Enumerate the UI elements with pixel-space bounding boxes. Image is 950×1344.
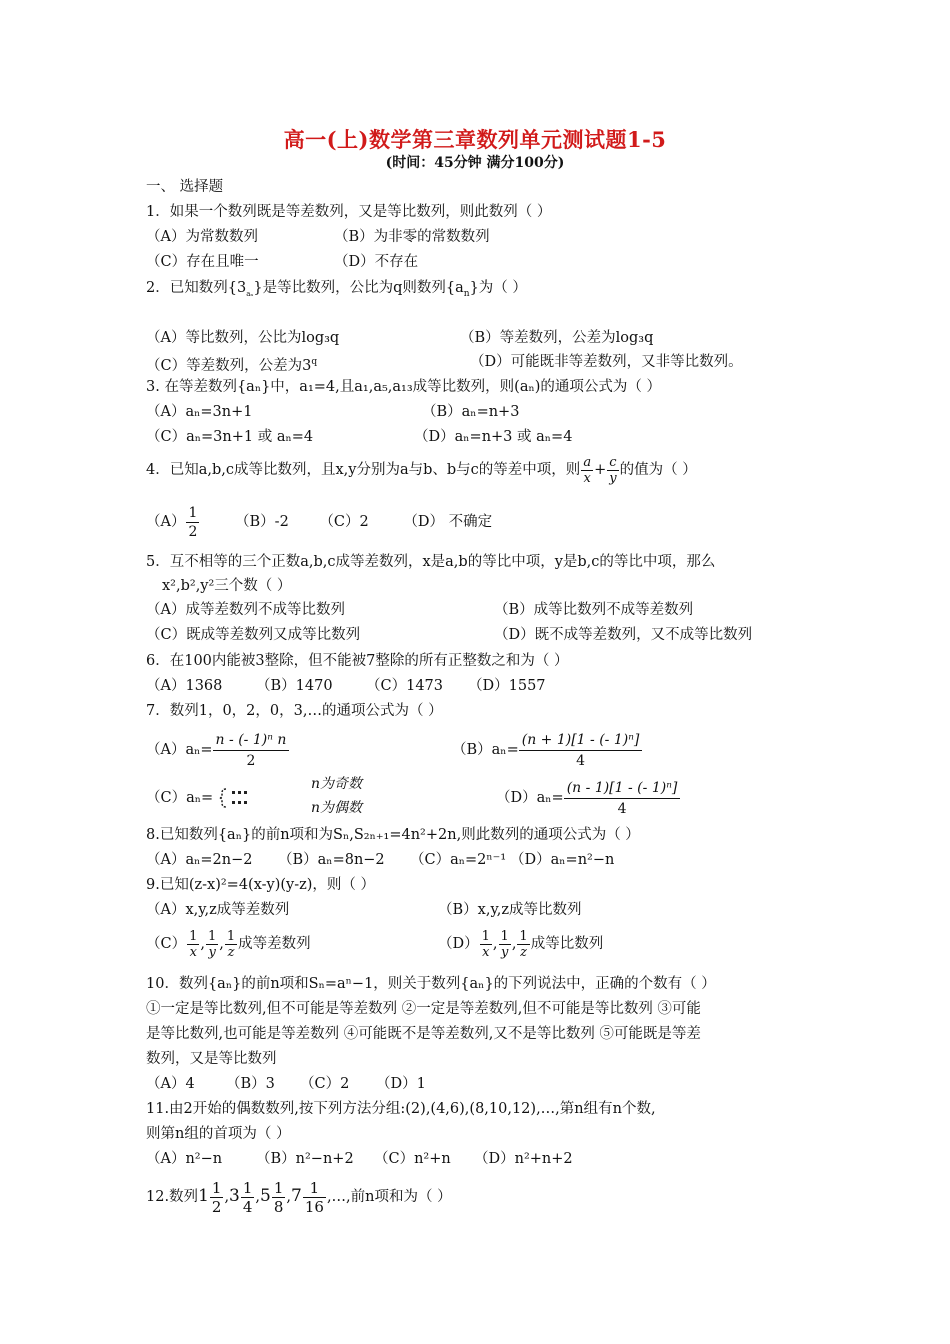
comma: , bbox=[224, 1189, 230, 1205]
fraction-numerator: n - (- 1)ⁿ n bbox=[213, 730, 290, 751]
question-2-stem-end: }为（ ） bbox=[469, 280, 527, 296]
question-7-option-c-label: （C）aₙ= bbox=[146, 790, 214, 806]
question-9-option-c bbox=[146, 924, 311, 964]
question-4-options bbox=[146, 502, 492, 542]
comma: , bbox=[511, 936, 517, 952]
comma: , bbox=[286, 1189, 292, 1205]
question-2-option-c-sup: q bbox=[311, 357, 318, 367]
fraction-denominator: 4 bbox=[617, 800, 627, 817]
question-7-option-c bbox=[146, 787, 254, 809]
comma: , bbox=[200, 936, 205, 952]
plus-sign: + bbox=[594, 462, 607, 478]
case-odd: n为奇数 bbox=[311, 776, 363, 792]
fraction-one-over-x bbox=[187, 929, 199, 960]
question-9-option-d-label: （D） bbox=[438, 936, 479, 952]
mixed-number-whole: 5 bbox=[260, 1186, 271, 1206]
question-11-stem-line-1: 11.由2开始的偶数数列,按下列方法分组:(2),(4,6),(8,10,12),…,第n组有n个数, bbox=[146, 1101, 656, 1117]
question-11-option-c: （C）n²+n bbox=[374, 1151, 451, 1167]
fraction-denominator: y bbox=[500, 944, 509, 960]
fraction-denominator: z bbox=[520, 944, 527, 960]
question-8-stem: 8.已知数列{aₙ}的前n项和为Sₙ,S₂ₙ₊₁=4n²+2n,则此数列的通项公式为（ ） bbox=[146, 827, 640, 843]
mixed-number-fraction bbox=[303, 1179, 326, 1216]
question-2-stem: 2．已知数列$\{3_{a_n}\}$是等比数列，公比为q则数列$\{a_n\}$为（ ） bbox=[146, 280, 527, 299]
question-9-stem: 9.已知(z-x)²=4(x-y)(y-z)，则（ ） bbox=[146, 877, 376, 893]
question-5-option-a: （A）成等差数列不成等比数列 bbox=[146, 602, 345, 618]
page-subtitle: (时间：45分钟 满分100分) bbox=[385, 155, 565, 171]
question-8-option-c: （C）aₙ=2ⁿ⁻¹ bbox=[410, 852, 507, 868]
fraction-c-over-y bbox=[607, 455, 618, 486]
question-12-stem-pre: 12.数列 bbox=[146, 1189, 199, 1205]
question-7-stem: 7．数列1，0，2，0，3,…的通项公式为（ ） bbox=[146, 703, 443, 719]
question-10-option-b: （B）3 bbox=[226, 1076, 275, 1092]
question-7-option-a bbox=[146, 728, 289, 772]
question-5-stem-line-1: 5．互不相等的三个正数a,b,c成等差数列，x是a,b的等比中项，y是b,c的等比中项，那么 bbox=[146, 554, 716, 570]
fraction-numerator: 1 bbox=[188, 504, 198, 521]
question-4-stem bbox=[146, 454, 697, 486]
question-7-option-d-fraction bbox=[564, 778, 681, 819]
question-11-option-b: （B）n²−n+2 bbox=[256, 1151, 354, 1167]
question-1-option-b: （B）为非零的常数数列 bbox=[334, 229, 490, 245]
question-9-option-c-label: （C） bbox=[146, 936, 187, 952]
question-5-option-b: （B）成等比数列不成等差数列 bbox=[494, 602, 694, 618]
question-2-stem-post: }是等比数列，公比为q则数列{a bbox=[253, 280, 464, 296]
mixed-number-whole: 7 bbox=[291, 1186, 302, 1206]
fraction-numerator: 1 bbox=[273, 1178, 284, 1197]
question-5-option-c: （C）既成等差数列又成等比数列 bbox=[146, 627, 361, 643]
question-3-option-a: （A）aₙ=3n+1 bbox=[146, 404, 253, 420]
page-title: 高一(上)数学第三章数列单元测试题1-5 bbox=[283, 127, 667, 152]
question-12-stem bbox=[146, 1176, 452, 1217]
question-10-statements-line-3: 数列，又是等比数列 bbox=[146, 1051, 277, 1067]
comma: , bbox=[219, 936, 224, 952]
question-2-option-c-text: （C）等差数列，公差为3 bbox=[146, 357, 312, 374]
question-10-statements-line-1: ①一定是等比数列,但不可能是等差数列 ②一定是等差数列,但不可能是等比数列 ③可能 bbox=[146, 1001, 701, 1017]
question-4-option-b: （B）-2 bbox=[235, 514, 289, 530]
fraction-numerator: 1 bbox=[481, 928, 490, 944]
question-7-option-b bbox=[452, 728, 642, 772]
fraction-one-over-x bbox=[480, 929, 492, 960]
question-7-option-c-cases bbox=[311, 772, 362, 820]
mixed-number-whole: 1 bbox=[198, 1186, 209, 1206]
fraction-numerator: (n + 1)[1 - (- 1)ⁿ] bbox=[519, 730, 643, 751]
question-2-option-c bbox=[146, 353, 317, 375]
question-6-option-a: （A）1368 bbox=[146, 678, 223, 694]
question-6-option-b: （B）1470 bbox=[256, 678, 333, 694]
question-3-option-c: （C）aₙ=3n+1 或 aₙ=4 bbox=[146, 429, 314, 445]
mixed-number-whole: 3 bbox=[229, 1186, 240, 1206]
question-7-option-d-label: （D）aₙ= bbox=[496, 790, 564, 806]
fraction-one-over-z bbox=[517, 929, 529, 960]
fraction-numerator: 1 bbox=[226, 928, 236, 944]
fraction-denominator: 8 bbox=[273, 1197, 284, 1216]
question-3-stem: 3. 在等差数列{aₙ}中，a₁=4,且a₁,a₅,a₁₃成等比数列，则(aₙ)的通项公式为（ ） bbox=[146, 379, 661, 395]
question-2-option-d: （D）可能既非等差数列，又非等比数列。 bbox=[470, 354, 743, 370]
fraction-denominator: 4 bbox=[242, 1197, 253, 1216]
question-4-option-c: （C）2 bbox=[319, 514, 369, 530]
question-3-option-d: （D）aₙ=n+3 或 aₙ=4 bbox=[414, 429, 573, 445]
fraction-denominator: 2 bbox=[188, 523, 198, 540]
mixed-number-fraction bbox=[241, 1179, 255, 1216]
question-7-option-b-fraction bbox=[519, 730, 643, 771]
fraction-denominator: 2 bbox=[246, 752, 256, 769]
question-1-stem: 1．如果一个数列既是等差数列，又是等比数列，则此数列（ ） bbox=[146, 204, 552, 220]
question-2-stem-pre: 2．已知数列{3 bbox=[146, 280, 247, 296]
question-8-option-b: （B）aₙ=8n−2 bbox=[278, 852, 385, 868]
question-9-option-c-tail: 成等差数列 bbox=[238, 936, 311, 952]
question-2-option-b: （B）等差数列，公差为log₃q bbox=[460, 330, 654, 346]
section-heading: 一、 选择题 bbox=[146, 179, 224, 195]
fraction-numerator: 1 bbox=[519, 928, 528, 944]
question-6-option-c: （C）1473 bbox=[366, 678, 443, 694]
question-2-option-a: （A）等比数列，公比为log₃q bbox=[146, 330, 340, 346]
fraction-denominator: 4 bbox=[576, 752, 586, 769]
question-4-option-d: （D） 不确定 bbox=[403, 514, 493, 530]
fraction-a-over-x bbox=[581, 455, 593, 486]
fraction-denominator: 2 bbox=[211, 1197, 222, 1216]
question-8-option-a: （A）aₙ=2n−2 bbox=[146, 852, 253, 868]
mixed-number-fraction bbox=[210, 1179, 224, 1216]
question-9-option-d-tail: 成等比数列 bbox=[530, 936, 604, 952]
fraction-numerator: 1 bbox=[189, 928, 198, 944]
question-10-stem: 10．数列{aₙ}的前n项和Sₙ=aⁿ−1，则关于数列{aₙ}的下列说法中，正确的个数有（ ） bbox=[146, 976, 716, 992]
fraction-one-over-z bbox=[225, 929, 237, 960]
fraction-numerator: a bbox=[583, 454, 592, 470]
question-9-option-b: （B）x,y,z成等比数列 bbox=[438, 902, 582, 918]
fraction-denominator: y bbox=[609, 470, 617, 486]
question-7-option-b-label: （B）aₙ= bbox=[452, 742, 519, 758]
question-5-stem-line-2: x²,b²,y²三个数（ ） bbox=[162, 578, 292, 594]
question-5-option-d: （D）既不成等差数列，又不成等比数列 bbox=[494, 627, 753, 643]
question-9-option-d bbox=[438, 924, 603, 964]
question-12-stem-post: ,…,前n项和为（ ） bbox=[326, 1189, 452, 1205]
fraction-denominator: 16 bbox=[304, 1197, 324, 1216]
piecewise-brace-icon bbox=[218, 787, 254, 809]
fraction-numerator: 1 bbox=[500, 928, 509, 944]
question-6-stem: 6．在100内能被3整除，但不能被7整除的所有正整数之和为（ ） bbox=[146, 653, 569, 669]
question-11-stem-line-2: 则第n组的首项为（ ） bbox=[146, 1126, 291, 1142]
question-4-option-a-label: （A） bbox=[146, 514, 186, 530]
fraction-numerator: (n - 1)[1 - (- 1)ⁿ] bbox=[564, 778, 681, 799]
question-11-option-a: （A）n²−n bbox=[146, 1151, 223, 1167]
fraction-one-over-y bbox=[206, 929, 218, 960]
case-even: n为偶数 bbox=[311, 800, 363, 816]
fraction-denominator: x bbox=[482, 944, 490, 960]
question-7-option-d bbox=[496, 776, 680, 820]
question-7-option-a-fraction bbox=[213, 730, 290, 771]
question-4-stem-pre: 4．已知a,b,c成等比数列，且x,y分别为a与b、b与c的等差中项，则 bbox=[146, 462, 581, 478]
comma: , bbox=[492, 936, 498, 952]
question-9-option-a: （A）x,y,z成等差数列 bbox=[146, 902, 290, 918]
question-1-option-c: （C）存在且唯一 bbox=[146, 254, 259, 270]
fraction-denominator: z bbox=[227, 944, 235, 960]
fraction-denominator: x bbox=[583, 470, 591, 486]
question-10-option-d: （D）1 bbox=[376, 1076, 426, 1092]
question-7-option-a-label: （A）aₙ= bbox=[146, 742, 213, 758]
question-3-option-b: （B）aₙ=n+3 bbox=[422, 404, 520, 420]
fraction-numerator: 1 bbox=[208, 928, 217, 944]
fraction-numerator: c bbox=[607, 455, 618, 471]
fraction-numerator: 1 bbox=[303, 1179, 326, 1198]
question-11-option-d: （D）n²+n+2 bbox=[474, 1151, 573, 1167]
fraction-one-over-y bbox=[499, 929, 511, 960]
fraction-numerator: 1 bbox=[211, 1178, 222, 1197]
question-10-statements-line-2: 是等比数列,也可能是等差数列 ④可能既不是等差数列,又不是等比数列 ⑤可能既是等差 bbox=[146, 1026, 701, 1042]
question-4-stem-post: 的值为（ ） bbox=[619, 462, 697, 478]
fraction-denominator: y bbox=[208, 944, 216, 960]
mixed-number-fraction bbox=[272, 1179, 286, 1216]
question-1-option-a: （A）为常数数列 bbox=[146, 229, 258, 245]
question-10-option-a: （A）4 bbox=[146, 1076, 195, 1092]
fraction-one-half bbox=[186, 504, 199, 541]
fraction-denominator: x bbox=[189, 944, 197, 960]
comma: , bbox=[255, 1189, 261, 1205]
question-6-option-d: （D）1557 bbox=[468, 678, 546, 694]
question-10-option-c: （C）2 bbox=[300, 1076, 350, 1092]
question-8-option-d: （D）aₙ=n²−n bbox=[510, 852, 615, 868]
question-1-option-d: （D）不存在 bbox=[334, 254, 419, 270]
fraction-numerator: 1 bbox=[242, 1178, 253, 1197]
